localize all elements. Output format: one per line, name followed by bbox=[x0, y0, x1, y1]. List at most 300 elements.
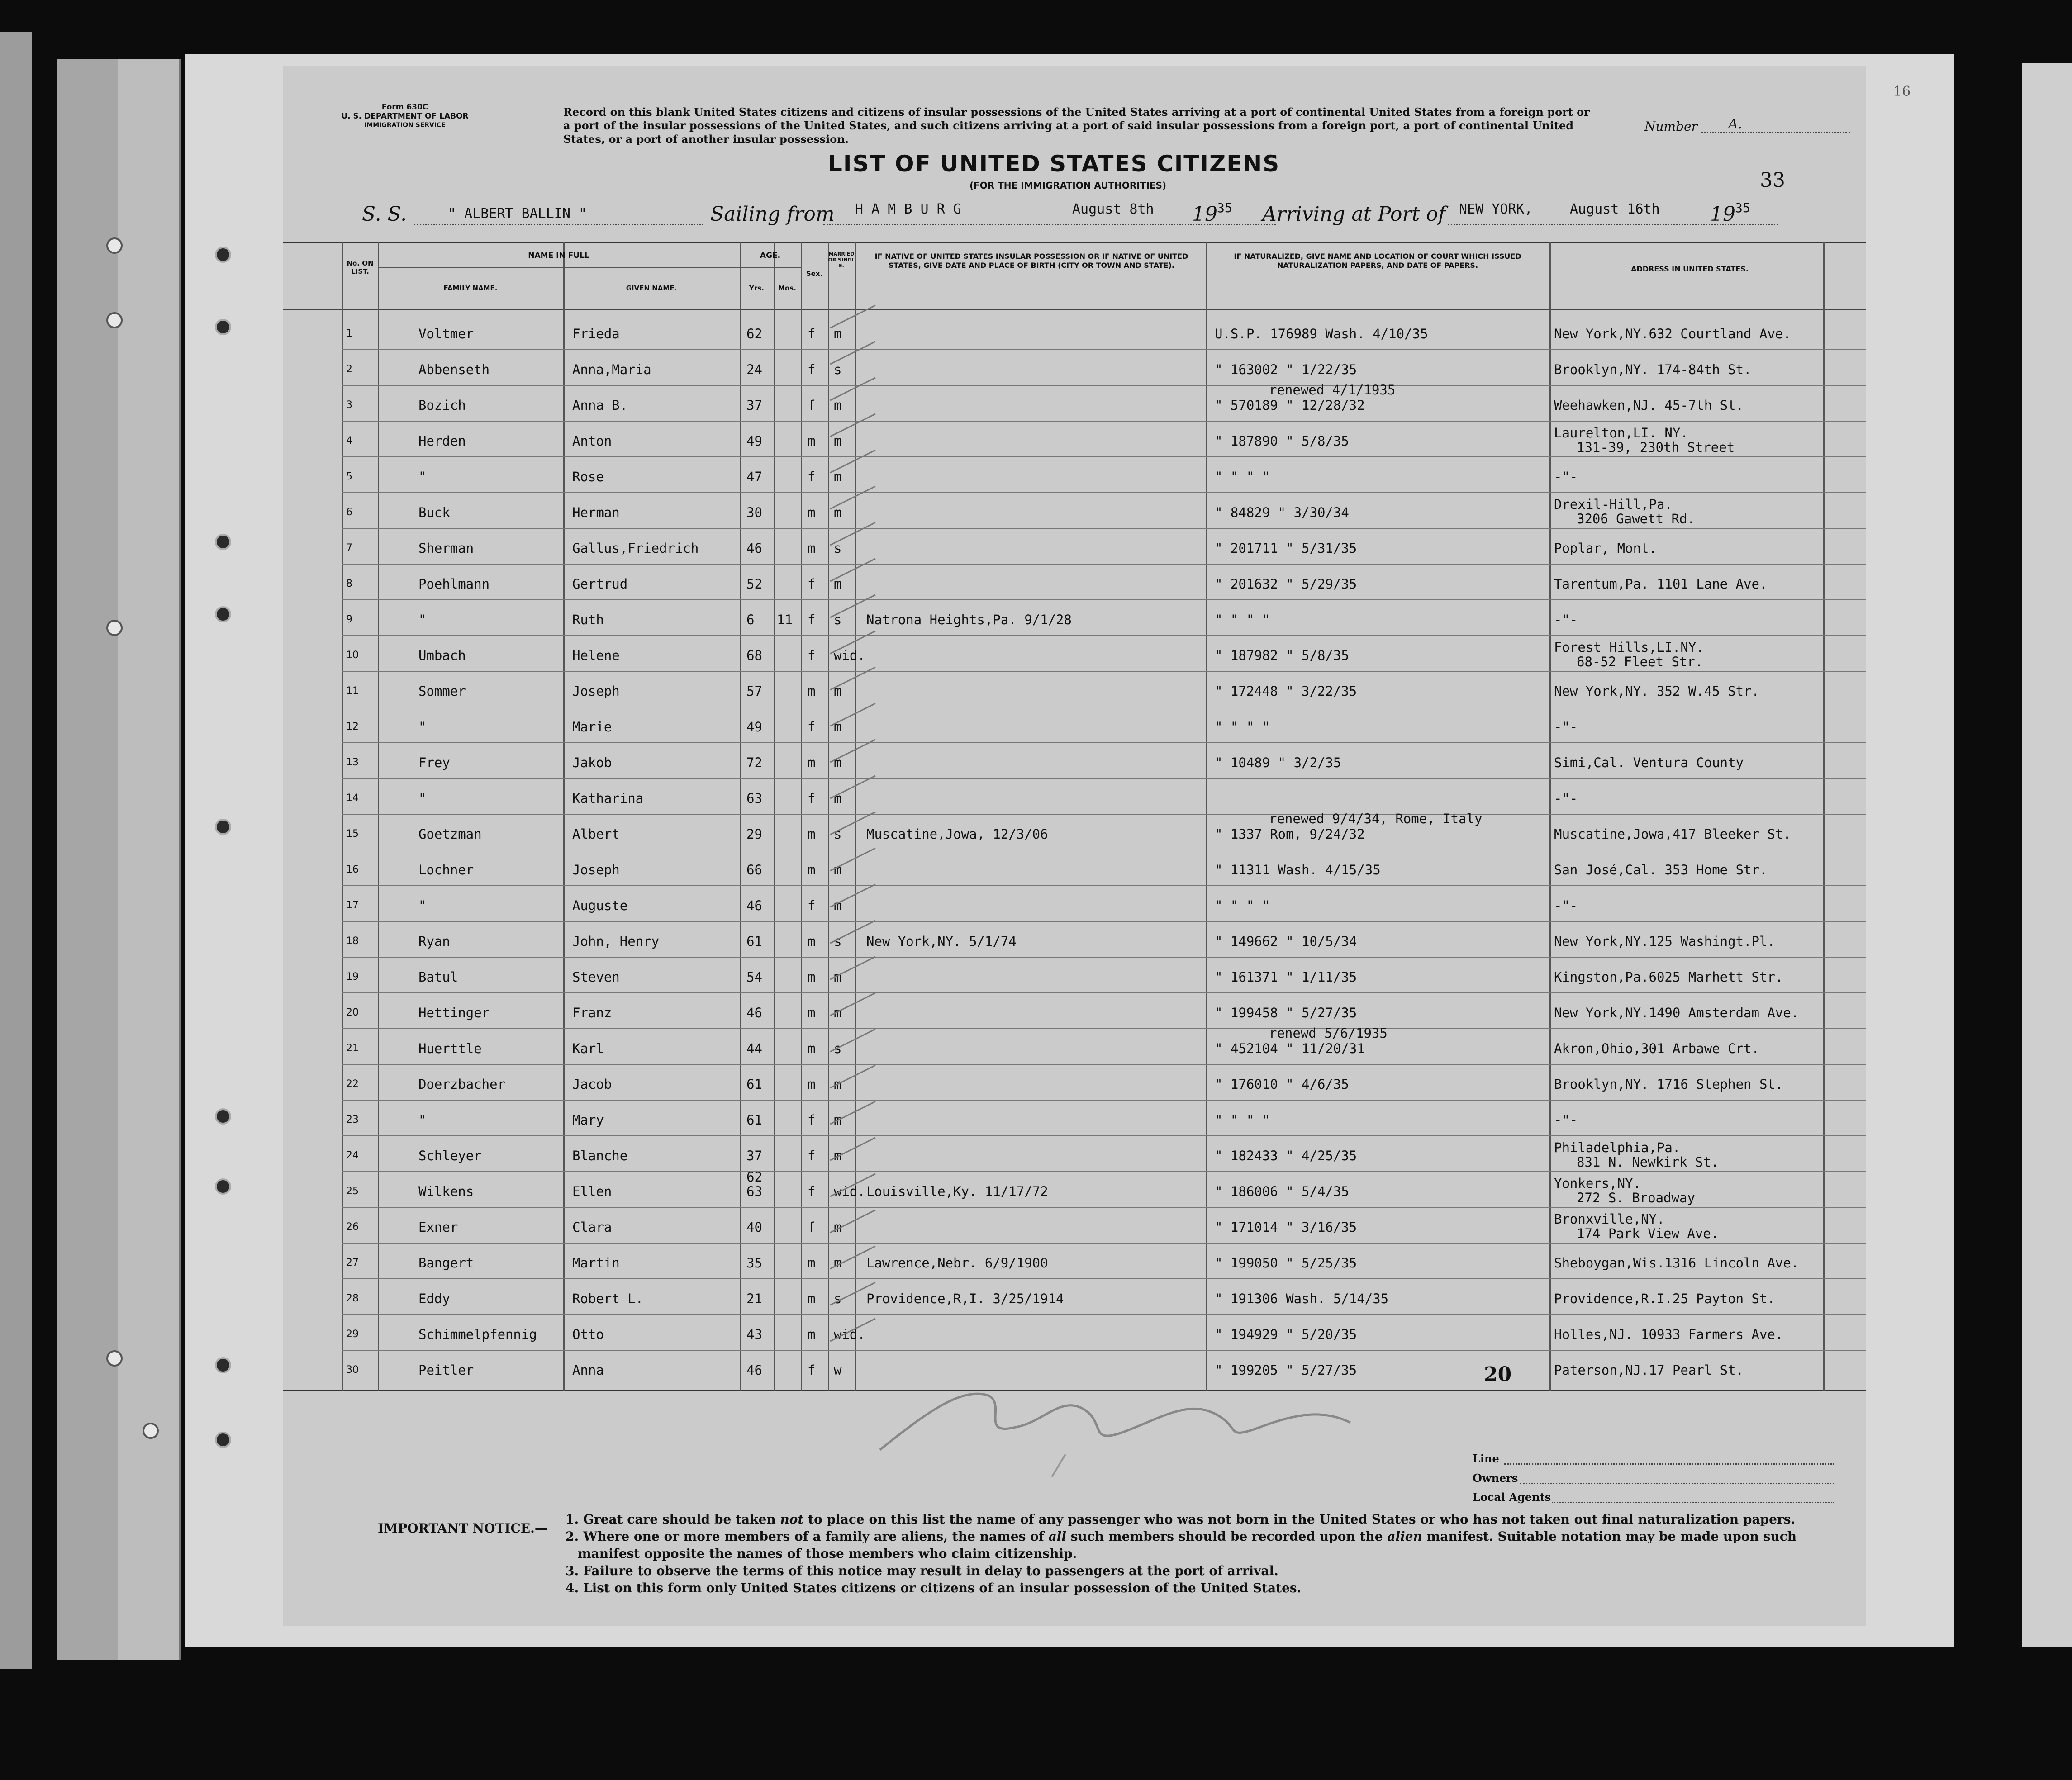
col-header-family: FAMILY NAME. bbox=[443, 284, 498, 292]
name-header-divider bbox=[378, 267, 740, 268]
marital-status: m bbox=[834, 1255, 842, 1271]
family-name: Sherman bbox=[418, 541, 474, 556]
address: -"- bbox=[1554, 612, 1578, 627]
row-number: 20 bbox=[346, 1007, 359, 1018]
address: Drexil-Hill,Pa. bbox=[1554, 497, 1673, 512]
sex: f bbox=[808, 719, 816, 735]
birth-place-date: New York,NY. 5/1/74 bbox=[866, 934, 1017, 949]
family-name: Schleyer bbox=[418, 1148, 482, 1163]
address: Providence,R.I.25 Payton St. bbox=[1554, 1291, 1775, 1306]
col-header-married: MARRIED OR SINGLE. bbox=[828, 251, 855, 269]
port-from: H A M B U R G bbox=[855, 201, 961, 217]
notice-text: such members should be recorded upon the bbox=[1066, 1529, 1388, 1544]
punch-hole bbox=[215, 247, 231, 263]
given-name: Marie bbox=[572, 719, 612, 735]
sex: m bbox=[808, 934, 816, 949]
address-line-2: 831 N. Newkirk St. bbox=[1577, 1154, 1719, 1170]
age-years: 40 bbox=[746, 1220, 762, 1235]
service-name: IMMIGRATION SERVICE bbox=[364, 122, 446, 129]
given-name: Anna B. bbox=[572, 398, 628, 413]
notice-emphasis: alien bbox=[1387, 1529, 1422, 1544]
family-name: Peitler bbox=[418, 1362, 474, 1378]
table-top-border bbox=[283, 242, 1866, 243]
marital-status: w bbox=[834, 1362, 842, 1378]
address: Laurelton,LI. NY. bbox=[1554, 425, 1688, 441]
age-years: 57 bbox=[746, 684, 762, 699]
naturalization: " 163002 " 1/22/35 bbox=[1215, 362, 1357, 377]
naturalization: " 452104 " 11/20/31 bbox=[1215, 1041, 1365, 1056]
family-name: Buck bbox=[418, 505, 450, 520]
age-years: 37 bbox=[746, 398, 762, 413]
naturalization: " " " " bbox=[1215, 719, 1270, 735]
given-name: Gallus,Friedrich bbox=[572, 541, 699, 556]
address: -"- bbox=[1554, 791, 1578, 806]
notice-text: 2. Where one or more members of a family are aliens, the names of bbox=[566, 1529, 1049, 1544]
marital-status: m bbox=[834, 969, 842, 985]
naturalization: " 186006 " 5/4/35 bbox=[1215, 1184, 1349, 1199]
punch-hole bbox=[106, 620, 123, 636]
arriving-label: Arriving at Port of bbox=[1262, 203, 1446, 226]
table-row bbox=[283, 707, 1866, 742]
age-years: 72 bbox=[746, 755, 762, 770]
birth-place-date: Providence,R,I. 3/25/1914 bbox=[866, 1291, 1064, 1306]
col-header-yrs: Yrs. bbox=[749, 284, 764, 292]
owners-label: Owners bbox=[1473, 1471, 1518, 1485]
naturalization: " 161371 " 1/11/35 bbox=[1215, 969, 1357, 985]
row-number: 14 bbox=[346, 793, 359, 804]
given-name: Mary bbox=[572, 1112, 604, 1128]
sex: f bbox=[808, 362, 816, 377]
sex: m bbox=[808, 1327, 816, 1342]
birth-place-date: Muscatine,Jowa, 12/3/06 bbox=[866, 826, 1048, 842]
row-number: 24 bbox=[346, 1150, 359, 1161]
marital-status: m bbox=[834, 398, 842, 413]
address: Weehawken,NJ. 45-7th St. bbox=[1554, 398, 1744, 413]
family-name: Schimmelpfennig bbox=[418, 1327, 537, 1342]
row-number: 17 bbox=[346, 900, 359, 911]
marital-status: s bbox=[834, 612, 842, 627]
row-number: 16 bbox=[346, 864, 359, 875]
age-years: 54 bbox=[746, 969, 762, 985]
address: New York,NY. 352 W.45 Str. bbox=[1554, 684, 1759, 699]
notice-emphasis: all bbox=[1048, 1529, 1066, 1544]
address: Forest Hills,LI.NY. bbox=[1554, 640, 1704, 655]
address: Poplar, Mont. bbox=[1554, 541, 1657, 556]
notice-item-2 bbox=[566, 1528, 1796, 1545]
naturalization: " 172448 " 3/22/35 bbox=[1215, 684, 1357, 699]
age-months: 11 bbox=[777, 612, 793, 627]
punch-hole bbox=[106, 237, 123, 254]
naturalization: " 11311 Wash. 4/15/35 bbox=[1215, 862, 1381, 878]
sex: m bbox=[808, 969, 816, 985]
tally-number: 20 bbox=[1484, 1363, 1512, 1386]
age-years: 46 bbox=[746, 1005, 762, 1021]
table-row bbox=[283, 635, 1866, 670]
naturalization: " 182433 " 4/25/35 bbox=[1215, 1148, 1357, 1163]
given-name: Franz bbox=[572, 1005, 612, 1021]
given-name: Robert L. bbox=[572, 1291, 644, 1306]
row-number: 5 bbox=[346, 471, 352, 482]
notice-item-2-cont: manifest opposite the names of those members who claim citizenship. bbox=[578, 1546, 1077, 1561]
marital-status: m bbox=[834, 1148, 842, 1163]
naturalization: " 199050 " 5/25/35 bbox=[1215, 1255, 1357, 1271]
given-name: Martin bbox=[572, 1255, 620, 1271]
page-number: 33 bbox=[1760, 169, 1785, 192]
age-years: 43 bbox=[746, 1327, 762, 1342]
marital-status: wid. bbox=[834, 1184, 865, 1199]
age-years: 63 bbox=[746, 1184, 762, 1199]
sex: f bbox=[808, 326, 816, 342]
sex: m bbox=[808, 862, 816, 878]
table-row bbox=[283, 492, 1866, 527]
family-name: Batul bbox=[418, 969, 458, 985]
punch-hole bbox=[215, 534, 231, 550]
table-row bbox=[283, 599, 1866, 635]
age-years: 24 bbox=[746, 362, 762, 377]
naturalization: " 149662 " 10/5/34 bbox=[1215, 934, 1357, 949]
address: Brooklyn,NY. 1716 Stephen St. bbox=[1554, 1077, 1783, 1092]
marital-status: m bbox=[834, 862, 842, 878]
col-header-address: ADDRESS IN UNITED STATES. bbox=[1631, 265, 1749, 273]
marital-status: s bbox=[834, 1291, 842, 1306]
address: New York,NY.1490 Amsterdam Ave. bbox=[1554, 1005, 1799, 1021]
table-row bbox=[283, 1243, 1866, 1278]
page-subtitle: (FOR THE IMMIGRATION AUTHORITIES) bbox=[969, 180, 1167, 191]
address: Holles,NJ. 10933 Farmers Ave. bbox=[1554, 1327, 1783, 1342]
ship-line bbox=[414, 224, 703, 225]
punch-hole bbox=[215, 1357, 231, 1373]
table-row bbox=[283, 1064, 1866, 1099]
table-row bbox=[283, 742, 1866, 778]
given-name: John, Henry bbox=[572, 934, 660, 949]
row-number: 23 bbox=[346, 1114, 359, 1125]
age-years: 63 bbox=[746, 791, 762, 806]
marital-status: m bbox=[834, 898, 842, 913]
col-header-mos: Mos. bbox=[778, 284, 796, 292]
table-row bbox=[283, 885, 1866, 921]
sex: f bbox=[808, 1362, 816, 1378]
address: Simi,Cal. Ventura County bbox=[1554, 755, 1744, 770]
naturalization: " 187982 " 5/8/35 bbox=[1215, 648, 1349, 663]
row-number: 18 bbox=[346, 935, 359, 947]
marital-status: m bbox=[834, 433, 842, 449]
sex: f bbox=[808, 612, 816, 627]
notice-text: manifest. Suitable notation may be made upon such bbox=[1422, 1529, 1797, 1544]
table-row bbox=[283, 1100, 1866, 1135]
sex: m bbox=[808, 826, 816, 842]
naturalization: " 171014 " 3/16/35 bbox=[1215, 1220, 1357, 1235]
table-row bbox=[283, 850, 1866, 885]
sex: f bbox=[808, 648, 816, 663]
sex: f bbox=[808, 1184, 816, 1199]
table-row bbox=[283, 671, 1866, 706]
birth-place-date: Natrona Heights,Pa. 9/1/28 bbox=[866, 612, 1072, 627]
naturalization: " 199205 " 5/27/35 bbox=[1215, 1362, 1357, 1378]
address: New York,NY.125 Washingt.Pl. bbox=[1554, 934, 1775, 949]
sailing-from-label: Sailing from bbox=[710, 203, 835, 226]
age-years: 68 bbox=[746, 648, 762, 663]
family-name: Bozich bbox=[418, 398, 466, 413]
address: Brooklyn,NY. 174-84th St. bbox=[1554, 362, 1752, 377]
table-row bbox=[283, 811, 1866, 849]
family-name: Voltmer bbox=[418, 326, 474, 342]
naturalization: " 201711 " 5/31/35 bbox=[1215, 541, 1357, 556]
age-years: 61 bbox=[746, 1112, 762, 1128]
family-name: Eddy bbox=[418, 1291, 450, 1306]
binder-page-strip bbox=[118, 59, 179, 1660]
age-years: 37 bbox=[746, 1148, 762, 1163]
table-row bbox=[283, 1025, 1866, 1063]
sex: m bbox=[808, 505, 816, 520]
age-years: 66 bbox=[746, 862, 762, 878]
address: Tarentum,Pa. 1101 Lane Ave. bbox=[1554, 576, 1768, 592]
age-correction: 62 bbox=[746, 1169, 762, 1185]
birth-place-date: Lawrence,Nebr. 6/9/1900 bbox=[866, 1255, 1048, 1271]
family-name: Umbach bbox=[418, 648, 466, 663]
given-name: Albert bbox=[572, 826, 620, 842]
punch-hole bbox=[215, 1108, 231, 1125]
row-number: 6 bbox=[346, 507, 352, 518]
table-row bbox=[283, 528, 1866, 563]
arrival-date: August 16th bbox=[1570, 201, 1660, 217]
family-name: Sommer bbox=[418, 684, 466, 699]
page-title: LIST OF UNITED STATES CITIZENS bbox=[828, 151, 1280, 177]
sex: f bbox=[808, 469, 816, 484]
citizen-manifest-form bbox=[283, 66, 1911, 1626]
line-label: Line bbox=[1473, 1452, 1499, 1465]
address: -"- bbox=[1554, 898, 1578, 913]
col-header-no: No. ON LIST. bbox=[347, 259, 374, 275]
table-row bbox=[283, 1314, 1866, 1349]
notice-item-4: 4. List on this form only United States citizens or citizens of an insular possession of the United States. bbox=[566, 1581, 1302, 1595]
notice-text: 1. Great care should be taken bbox=[566, 1512, 780, 1527]
age-years: 35 bbox=[746, 1255, 762, 1271]
naturalization: " 84829 " 3/30/34 bbox=[1215, 505, 1349, 520]
naturalization: " " " " bbox=[1215, 898, 1270, 913]
marital-status: wid. bbox=[834, 1327, 865, 1342]
address: Philadelphia,Pa. bbox=[1554, 1140, 1681, 1155]
marital-status: m bbox=[834, 1077, 842, 1092]
address: -"- bbox=[1554, 719, 1578, 735]
naturalization: " 176010 " 4/6/35 bbox=[1215, 1077, 1349, 1092]
address: San José,Cal. 353 Home Str. bbox=[1554, 862, 1768, 878]
sex: f bbox=[808, 898, 816, 913]
row-number: 8 bbox=[346, 578, 352, 589]
col-header-age: AGE. bbox=[760, 251, 781, 260]
sex: f bbox=[808, 1112, 816, 1128]
col-header-naturalized: IF NATURALIZED, GIVE NAME AND LOCATION OF COURT WHICH ISSUED NATURALIZATION PAPERS, AND DATE OF PAPERS. bbox=[1234, 252, 1521, 270]
address: Kingston,Pa.6025 Marhett Str. bbox=[1554, 969, 1783, 985]
row-number: 28 bbox=[346, 1293, 359, 1304]
age-years: 46 bbox=[746, 541, 762, 556]
family-name: Poehlmann bbox=[418, 576, 490, 592]
age-years: 46 bbox=[746, 898, 762, 913]
department-name: U. S. DEPARTMENT OF LABOR bbox=[341, 112, 469, 121]
given-name: Auguste bbox=[572, 898, 628, 913]
notice-item-1 bbox=[566, 1511, 1795, 1528]
address: Sheboygan,Wis.1316 Lincoln Ave. bbox=[1554, 1255, 1799, 1271]
notice-emphasis: not bbox=[780, 1512, 804, 1527]
given-name: Clara bbox=[572, 1220, 612, 1235]
given-name: Herman bbox=[572, 505, 620, 520]
row-number: 19 bbox=[346, 971, 359, 983]
naturalization: " 194929 " 5/20/35 bbox=[1215, 1327, 1357, 1342]
table-row bbox=[283, 421, 1866, 456]
notice-title: IMPORTANT NOTICE.— bbox=[378, 1521, 547, 1536]
marital-status: s bbox=[834, 1041, 842, 1056]
marital-status: s bbox=[834, 541, 842, 556]
table-row bbox=[283, 349, 1866, 384]
table-row bbox=[283, 564, 1866, 599]
marital-status: wid. bbox=[834, 648, 865, 663]
given-name: Ruth bbox=[572, 612, 604, 627]
table-row bbox=[283, 992, 1866, 1028]
sex: f bbox=[808, 1148, 816, 1163]
family-name: Frey bbox=[418, 755, 450, 770]
notice-text: to place on this list the name of any passenger who was not born in the United States or who has not taken out final naturalization papers. bbox=[803, 1512, 1796, 1527]
marital-status: m bbox=[834, 1112, 842, 1128]
given-name: Anton bbox=[572, 433, 612, 449]
row-number: 22 bbox=[346, 1078, 359, 1090]
sex: m bbox=[808, 1255, 816, 1271]
sex: f bbox=[808, 576, 816, 592]
family-name: " bbox=[418, 719, 427, 735]
row-number: 3 bbox=[346, 399, 352, 411]
naturalization: " 201632 " 5/29/35 bbox=[1215, 576, 1357, 592]
pencil-signature-scrawl bbox=[871, 1359, 1640, 1495]
punch-hole bbox=[215, 1432, 231, 1448]
table-row bbox=[283, 456, 1866, 492]
marital-status: m bbox=[834, 791, 842, 806]
number-label: Number bbox=[1644, 119, 1697, 134]
port-to: NEW YORK, bbox=[1459, 201, 1533, 217]
sex: m bbox=[808, 1077, 816, 1092]
row-number: 4 bbox=[346, 435, 352, 446]
header-divider bbox=[283, 309, 1866, 310]
marital-status: m bbox=[834, 755, 842, 770]
age-years: 46 bbox=[746, 1362, 762, 1378]
address: -"- bbox=[1554, 1112, 1578, 1128]
given-name: Anna,Maria bbox=[572, 362, 651, 377]
age-years: 30 bbox=[746, 505, 762, 520]
marital-status: m bbox=[834, 326, 842, 342]
naturalization: " 1337 Rom, 9/24/32 bbox=[1215, 826, 1365, 842]
given-name: Jacob bbox=[572, 1077, 612, 1092]
family-name: Hettinger bbox=[418, 1005, 490, 1021]
row-number: 12 bbox=[346, 721, 359, 732]
sex: f bbox=[808, 1220, 816, 1235]
punch-hole bbox=[215, 819, 231, 835]
corner-mark: 16 bbox=[1893, 84, 1911, 100]
table-row bbox=[283, 382, 1866, 420]
family-name: Exner bbox=[418, 1220, 458, 1235]
family-name: " bbox=[418, 898, 427, 913]
address-line-2: 68-52 Fleet Str. bbox=[1577, 654, 1703, 669]
marital-status: m bbox=[834, 1005, 842, 1021]
table-row bbox=[283, 313, 1866, 349]
age-years: 29 bbox=[746, 826, 762, 842]
adjacent-page-edge-right bbox=[2022, 63, 2072, 1647]
given-name: Gertrud bbox=[572, 576, 628, 592]
table-row bbox=[283, 957, 1866, 992]
row-number: 27 bbox=[346, 1257, 359, 1268]
ss-label: S. S. bbox=[362, 203, 407, 226]
address: Paterson,NJ.17 Pearl St. bbox=[1554, 1362, 1744, 1378]
address: Yonkers,NY. bbox=[1554, 1176, 1641, 1191]
age-years: 49 bbox=[746, 433, 762, 449]
renewal-note: renewed 9/4/34, Rome, Italy bbox=[1269, 811, 1483, 826]
sailing-year: 35 bbox=[1217, 200, 1232, 215]
address-line-2: 131-39, 230th Street bbox=[1577, 440, 1735, 455]
address: Muscatine,Jowa,417 Bleeker St. bbox=[1554, 826, 1791, 842]
ship-name: " ALBERT BALLIN " bbox=[448, 206, 587, 222]
family-name: " bbox=[418, 791, 427, 806]
given-name: Steven bbox=[572, 969, 620, 985]
marital-status: m bbox=[834, 684, 842, 699]
col-header-native: IF NATIVE OF UNITED STATES INSULAR POSSESSION OR IF NATIVE OF UNITED STATES, GIVE DATE AND PLACE OF BIRTH (CITY OR TOWN AND STATE). bbox=[874, 252, 1188, 270]
age-years: 61 bbox=[746, 1077, 762, 1092]
punch-hole bbox=[215, 606, 231, 622]
number-line bbox=[1701, 132, 1850, 133]
sailing-date: August 8th bbox=[1072, 201, 1154, 217]
age-years: 21 bbox=[746, 1291, 762, 1306]
marital-status: s bbox=[834, 826, 842, 842]
row-number: 15 bbox=[346, 828, 359, 840]
row-number: 30 bbox=[346, 1364, 359, 1376]
punch-hole bbox=[106, 1350, 123, 1367]
renewal-note: renewed 4/1/1935 bbox=[1269, 382, 1396, 398]
age-years: 62 bbox=[746, 326, 762, 342]
marital-status: m bbox=[834, 719, 842, 735]
punch-hole bbox=[106, 312, 123, 328]
pencil-check-marks bbox=[826, 301, 880, 1377]
given-name: Helene bbox=[572, 648, 620, 663]
col-header-name: NAME IN FULL bbox=[528, 251, 589, 260]
sex: m bbox=[808, 433, 816, 449]
number-value: A. bbox=[1728, 116, 1743, 132]
age-years: 52 bbox=[746, 576, 762, 592]
adjacent-page-edge bbox=[0, 32, 32, 1669]
marital-status: m bbox=[834, 1220, 842, 1235]
local-agents-label: Local Agents bbox=[1473, 1490, 1551, 1504]
marital-status: m bbox=[834, 469, 842, 484]
punch-hole bbox=[215, 319, 231, 335]
given-name: Joseph bbox=[572, 862, 620, 878]
age-years: 61 bbox=[746, 934, 762, 949]
row-number: 26 bbox=[346, 1221, 359, 1233]
marital-status: s bbox=[834, 934, 842, 949]
naturalization: " 199458 " 5/27/35 bbox=[1215, 1005, 1357, 1021]
naturalization: " " " " bbox=[1215, 612, 1270, 627]
family-name: Doerzbacher bbox=[418, 1077, 506, 1092]
given-name: Blanche bbox=[572, 1148, 628, 1163]
marital-status: m bbox=[834, 505, 842, 520]
family-name: Abbenseth bbox=[418, 362, 490, 377]
sex: f bbox=[808, 398, 816, 413]
col-header-given: GIVEN NAME. bbox=[626, 284, 677, 292]
address-line-2: 3206 Gawett Rd. bbox=[1577, 511, 1695, 527]
row-number: 29 bbox=[346, 1329, 359, 1340]
arrival-year: 35 bbox=[1735, 200, 1750, 215]
notice-item-3: 3. Failure to observe the terms of this notice may result in delay to passengers at the port of arrival. bbox=[566, 1563, 1278, 1578]
sex: m bbox=[808, 1005, 816, 1021]
family-name: Wilkens bbox=[418, 1184, 474, 1199]
given-name: Karl bbox=[572, 1041, 604, 1056]
row-number: 2 bbox=[346, 364, 352, 375]
row-number: 13 bbox=[346, 757, 359, 768]
form-number: Form 630C bbox=[381, 103, 428, 112]
passenger-table bbox=[283, 242, 1866, 1391]
